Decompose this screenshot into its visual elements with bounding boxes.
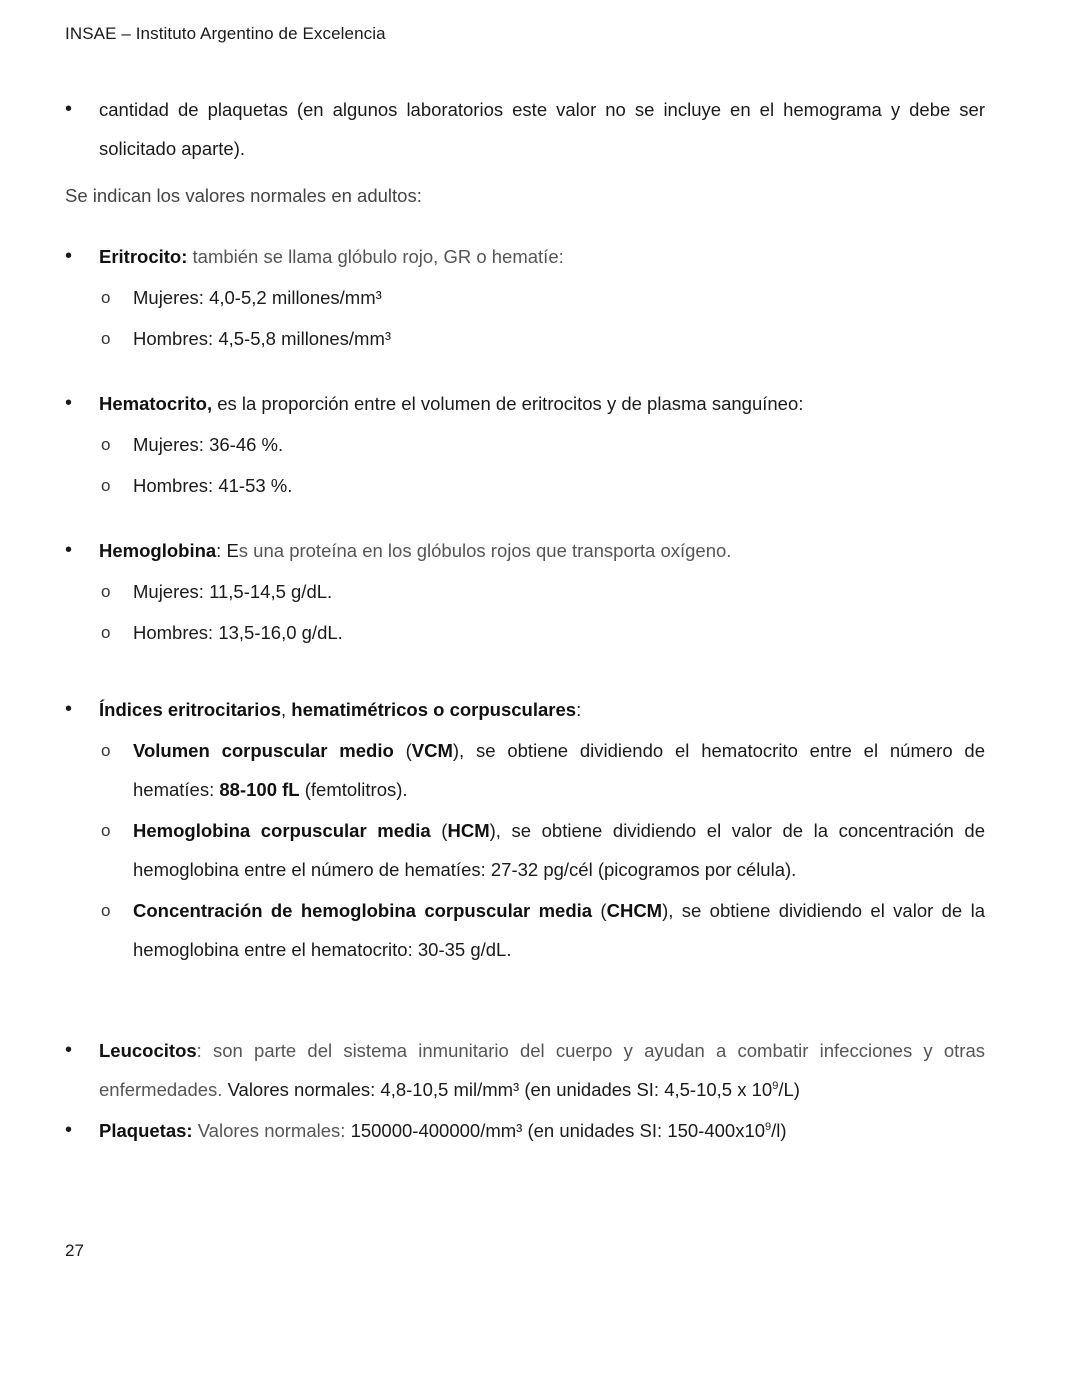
normal-values-note: Se indican los valores normales en adultos: [65,185,422,206]
indices-colon: : [576,699,582,720]
leucocitos-exp: 9 [772,1080,779,1092]
hcm-desc: ), se obtiene dividiendo el valor de la concentración de hemoglobina entre el número de hematíes: 27-32 pg/cél (picogramos por célula). [133,820,985,880]
list-item-indices [65,690,985,729]
list-item-plaquetas [65,1111,985,1150]
leucocitos-term: Leucocitos [99,1040,197,1061]
leucocitos-desc: : son parte del sistema inmunitario del cuerpo y ayudan a combatir infecciones y otras enfermedades. [99,1040,985,1100]
plaquetas-unit-tail: /l) [771,1120,787,1141]
page-header: INSAE – Instituto Argentino de Excelencia [65,24,386,43]
vcm-abbr: VCM [411,740,453,761]
plaquetas-exp: 9 [765,1121,772,1133]
hemoglobina-desc: s una proteína en los glóbulos rojos que transporta oxígeno. [238,540,732,561]
vcm-desc: ), se obtiene dividiendo el hematocrito entre el número de hematíes: [133,740,985,800]
eritrocito-desc: también se llama glóbulo rojo, GR o hematíe: [187,246,564,267]
list-item-platelets-note [65,90,985,168]
platelets-note-text: cantidad de plaquetas (en algunos laboratorios este valor no se incluye en el hemograma y debe ser solicitado aparte). [99,99,985,159]
indices-term1: Índices eritrocitarios [99,699,281,720]
plaquetas-desc: Valores normales: [192,1120,351,1141]
indices-sep: , [280,699,292,720]
hcm-term: Hemoglobina corpuscular media [133,820,431,841]
indices-vcm [65,731,985,809]
hematocrito-term: Hematocrito, [99,393,213,414]
indices-chcm [65,891,985,969]
plaquetas-term: Plaquetas: [99,1120,193,1141]
hemoglobina-men: o Hombres: 13,5-16,0 g/dL. [65,613,985,652]
vcm-value: 88-100 fL [219,779,300,800]
indices-term2: hematimétricos o corpusculares [291,699,577,720]
hematocrito-desc: es la proporción entre el volumen de eritrocitos y de plasma sanguíneo: [212,393,804,414]
leucocitos-unit-tail: /L) [778,1079,800,1100]
list-item-hemoglobina [65,531,985,570]
page-number: 27 [65,1241,84,1260]
vcm-open: ( [393,740,412,761]
chcm-abbr: CHCM [606,900,663,921]
indices-hcm [65,811,985,889]
list-item-hematocrito [65,384,985,423]
hematocrito-men: o Hombres: 41-53 %. [65,466,985,505]
chcm-open: ( [592,900,607,921]
vcm-term: Volumen corpuscular medio [133,740,394,761]
hematocrito-women: o Mujeres: 36-46 %. [65,425,985,464]
hcm-open: ( [430,820,448,841]
vcm-tail: (femtolitros). [299,779,408,800]
plaquetas-values: 150000-400000/mm³ (en unidades SI: 150-400x10 [350,1120,766,1141]
leucocitos-values: Valores normales: 4,8-10,5 mil/mm³ (en unidades SI: 4,5-10,5 x 10 [227,1079,773,1100]
hcm-abbr: HCM [447,820,490,841]
eritrocito-men: o Hombres: 4,5-5,8 millones/mm³ [65,319,985,358]
list-item-eritrocito [65,237,985,276]
eritrocito-term: Eritrocito: [99,246,188,267]
hemoglobina-colon: : E [216,540,239,561]
hemoglobina-women: o Mujeres: 11,5-14,5 g/dL. [65,572,985,611]
chcm-desc: ), se obtiene dividiendo el valor de la hemoglobina entre el hematocrito: 30-35 g/dL. [133,900,985,960]
list-item-leucocitos [65,1031,985,1109]
hemoglobina-term: Hemoglobina [99,540,217,561]
document-body [65,90,985,1150]
chcm-term: Concentración de hemoglobina corpuscular media [133,900,593,921]
eritrocito-women: o Mujeres: 4,0-5,2 millones/mm³ [65,278,985,317]
